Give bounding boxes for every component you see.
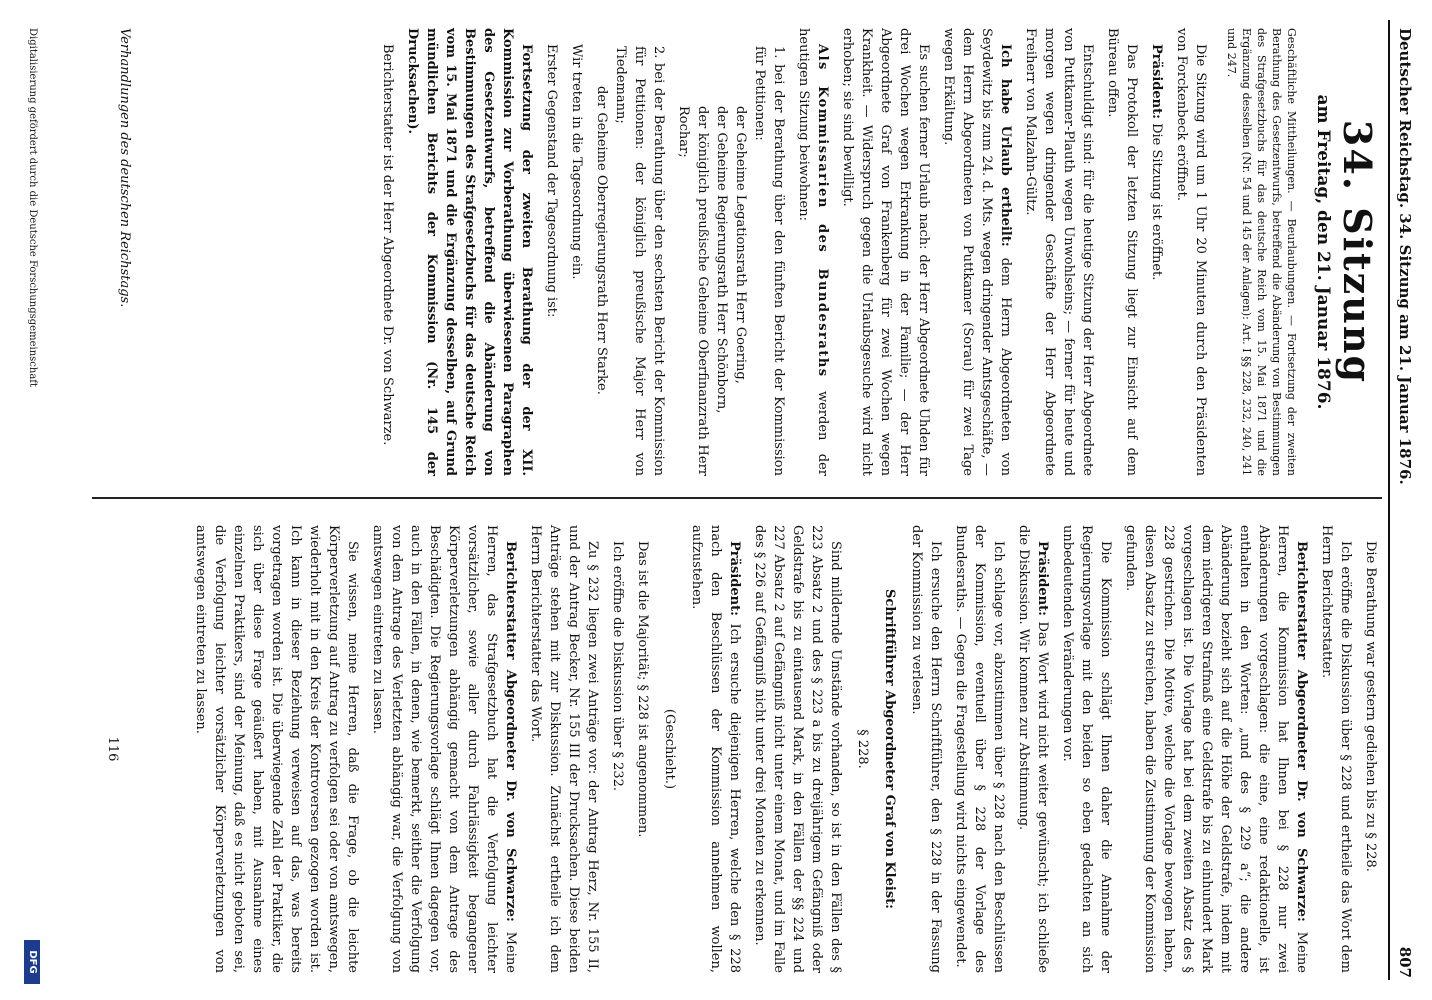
speaker-label: Präsident: (727, 541, 742, 616)
digitization-credit: Digitalisierung gefördert durch die Deutsche Forschungsgemeinschaft (27, 28, 38, 387)
commissioners-lead: Als Kommissarien des Bundesraths (815, 44, 830, 378)
list-item: 1. bei der Berathung über den fünften Bericht der Kommission für Petitionen: (752, 46, 786, 476)
speaker-label: Berichterstatter Abgeordneter Dr. von Schwarze: (503, 541, 518, 922)
page-number: 807 (1396, 946, 1414, 978)
secretary-label: Schriftführer Abgeordneter Graf von Kleist: (882, 589, 897, 909)
running-head: Deutscher Reichstag. 34. Sitzung am 21. Januar 1876. (1396, 28, 1414, 485)
dfg-logo-icon: DFG (24, 940, 40, 984)
president-opening (1147, 28, 1166, 476)
left-column (372, 28, 1380, 476)
protocol-paragraph: Das Protokoll der letzten Sitzung liegt zur Einsicht auf dem Büreau offen. (1105, 28, 1139, 476)
commissioner-names (674, 46, 750, 476)
voting-procedure-paragraph: Ich schlage vor, abzustimmen über § 228 nach den Beschlüssen der Kommission, eventuell über § 228 der Vorlage des Bundesraths. — Gegen die Fragestellung wird nichts eingewendet. (953, 525, 1006, 973)
speaker-label: Präsident: (1149, 44, 1164, 119)
reporter-speech-232 (368, 525, 520, 973)
page-header (1390, 28, 1414, 978)
first-item-paragraph: Erster Gegenstand der Tagesordnung ist: (544, 44, 559, 318)
president-vote-call (687, 525, 744, 973)
speech-text: Die Sitzung ist eröffnet. (1149, 123, 1164, 281)
agenda-entry-paragraph: Wir treten in die Tagesordnung ein. (569, 44, 584, 280)
foot-page-number: 116 (105, 736, 120, 762)
motions-paragraph: Zu § 232 liegen zwei Anträge vor: der Antrag Herz, Nr. 155 II, und der Antrag Becker, Nr. 155 III der Drucksachen. Diese beiden Anträge stehen mit zur Diskussion. Zunächst ertheile ich dem Herrn Berichterstatter das Wort. (528, 525, 600, 973)
column-divider (92, 497, 1382, 499)
agenda-summary: Geschäftliche Mittheilungen. — Beurlaubungen. — Fortsetzung der zweiten Berathung des Gesetzentwurfs, betreffend die Abänderung von Bestimmungen des Strafgesetzbuchs für das deutsche Reich vom 15. Mai 1871 und die Ergänzung desselben (Nr. 54 und 145 der Anlagen): Art. I §§ 228, 232, 240, 241 und 247. (1225, 28, 1298, 476)
commission-recommendation: Die Kommission schlägt Ihnen daher die Annahme der Regierungsvorlage mit den beiden so eben gedachten an sich unbedeutenden Veränderungen vor. (1060, 525, 1113, 973)
header-rule (1388, 20, 1390, 980)
stage-direction: (Geschieht.) (662, 708, 677, 790)
reporter-continuation: Sie wissen, meine Herren, daß die Frage, ob die leichte Körperverletzung auf Antrag zu verfolgen sei oder von amtswegen, wiederholt mit in den Kreis der Kontroversen gezogen worden ist. Ich kann in dieser Beziehung verweisen auf das, was bereits vorgetragen worden ist. Die überwiegende Zahl der Praktiker, die sich über diese Frage geäußert haben, mit Ausnahme eines einzelnen Praktikers, sind der Meinung, daß es nicht geboten sei, die Verfolgung leichter vorsätzlicher Körperverletzungen von amtswegen eintreten zu lassen. (193, 525, 360, 973)
list-item: der Geheime Regierungsrath Herr Schönborn, (714, 106, 729, 414)
speaker-label: Präsident: (1035, 541, 1050, 616)
leave-granted-paragraph (939, 28, 1015, 476)
president-speech (1014, 525, 1052, 973)
excused-paragraph: Entschuldigt sind: für die heutige Sitzung der Herr Abgeordnete von Puttkamer-Plauth wegen Unwohlseins; — ferner für heute und morgen wegen dringender Geschäfte der Herr Abgeordnete Freiherr von Malzahn-Gültz. (1023, 28, 1095, 476)
speech-text: Das Wort wird nicht weiter gewünscht; ich schließe die Diskussion. Wir kommen zur Abstimmung. (1016, 525, 1050, 973)
list-item: der königlich preußische Geheime Oberfinanzrath Herr Rochar; (676, 106, 710, 476)
speech-text: Meine Herren, das Strafgesetzbuch hat die Verfolgung leichter vorsätzlicher, sowie aller durch Fahrlässigkeit begangener Körperverletzungen abhängig gemacht von dem Antrage des Beschädigten. Die Regierungsvorlage schlägt Ihnen dagegen vor, auch in den Fällen, in denen, wie bemerkt, seither die Verfolgung von dem Antrage des Verletzten abhängig war, die Verfolgung von amtswegen eintreten zu lassen. (370, 525, 518, 973)
debate-status-paragraph: Die Berathung war gestern gediehen bis zu § 228. (1363, 541, 1378, 872)
list-item: der Geheime Legationsrath Herr Goering, (733, 106, 748, 384)
vote-result-paragraph: Das ist die Majorität; § 228 ist angenommen. (635, 541, 650, 838)
discussion-open-paragraph: Ich eröffne die Diskussion über § 228 und ertheile das Wort dem Herrn Berichterstatter. (1319, 525, 1353, 973)
commissioners-paragraph (794, 28, 832, 476)
speaker-label: Berichterstatter Abgeordneter Dr. von Schwarze: (1294, 541, 1309, 922)
section-text: Sind mildernde Umstände vorhanden, so ist in den Fällen des § 223 Absatz 2 und des § 223 a bis zu dreijährigem Gefängniß oder Geldstrafe bis zu eintausend Mark, in den Fällen der §§ 224 und 227 Absatz 2 auf Gefängniß nicht unter einem Monat, und im Falle des § 226 auf Gefängniß nicht unter drei Monaten zu erkennen. (752, 525, 843, 973)
session-title: 34. Sitzung (1335, 119, 1380, 385)
reading-request-paragraph: Ich ersuche den Herrn Schriftführer, den § 228 in der Fassung der Kommission zu verlesen. (909, 525, 943, 973)
leave-lead: Ich habe Urlaub ertheilt: (998, 44, 1013, 247)
session-date: am Freitag, den 21. Januar 1876. (1313, 94, 1333, 410)
leave-text: dem Herrn Abgeordneten von Seydewitz bis zum 24. d. Mts. wegen dringender Amtsgeschäfte, — dem Herrn Abgeordneten von Puttkamer (Sorau) für zwei Tage wegen Erkältung. (941, 28, 1013, 476)
volume-footnote: Verhandlungen des deutschen Reichstags. (117, 28, 132, 308)
discussion-open-232: Ich eröffne die Diskussion über § 232. (610, 541, 625, 792)
commissioner-list (592, 46, 788, 476)
speech-text: Ich ersuche diejenigen Herren, welche den § 228 nach den Beschlüssen der Kommission annehmen wollen, aufzustehen. (689, 525, 742, 973)
opening-paragraph: Die Sitzung wird um 1 Uhr 20 Minuten durch den Präsidenten von Forckenbeck eröffnet. (1174, 28, 1208, 476)
reporter-paragraph: Berichterstatter ist der Herr Abgeordnete Dr. von Schwarze. (380, 44, 395, 446)
reporter-speech (1121, 525, 1311, 973)
commissioners-text: werden der heutigen Sitzung beiwohnen: (796, 28, 830, 476)
list-item: 2. bei der Berathung über den sechsten Bericht der Kommission für Petitionen: der königlich preußische Major Herr von Tiedemann; (613, 46, 666, 476)
leave-requests-paragraph: Es suchen ferner Urlaub nach: der Herr Abgeordnete Uhden für drei Wochen wegen Erkrankung in der Familie; — der Herr Abgeordnete Graf von Frankenberg für zwei Wochen wegen Krankheit. — Widerspruch gegen die Urlaubsgesuche wird nicht erhoben; sie sind bewilligt. (840, 28, 931, 476)
right-column (185, 525, 1380, 973)
agenda-item-bold: Fortsetzung der zweiten Berathung der der XII. Kommission zur Vorberathung überwiesenen Paragraphen des Gesetzentwurfs, betreffend die Abänderung von Bestimmungen des Strafgesetzbuchs für das deutsche Reich vom 15. Mai 1871 und die Ergänzung desselben, auf Grund mündlichen Berichts der Kommission (Nr. 145 der Drucksachen). (405, 28, 534, 476)
section-heading: § 228. (855, 729, 870, 769)
list-item: der Geheime Oberregierungsrath Herr Starke. (594, 86, 609, 395)
speech-text: Meine Herren, die Kommission hat Ihnen bei § 228 nur zwei Abänderungen vorgeschlagen: die eine, eine redaktionelle, ist enthalten in den Worten: „und des § 229 a“; die andere Abänderung bezieht sich auf die Höhe der Geldstrafe, indem mit dem niedrigeren Strafmaß eine Geldstrafe bis zu einhundert Mark vorgeschlagen ist. Die Vorlage hat bei dem zweiten Absatz des § 228 gestrichen. Die Motive, welche die Vorlage bewogen haben, diesen Absatz zu streichen, haben die Zustimmung der Kommission gefunden. (1123, 525, 1309, 973)
